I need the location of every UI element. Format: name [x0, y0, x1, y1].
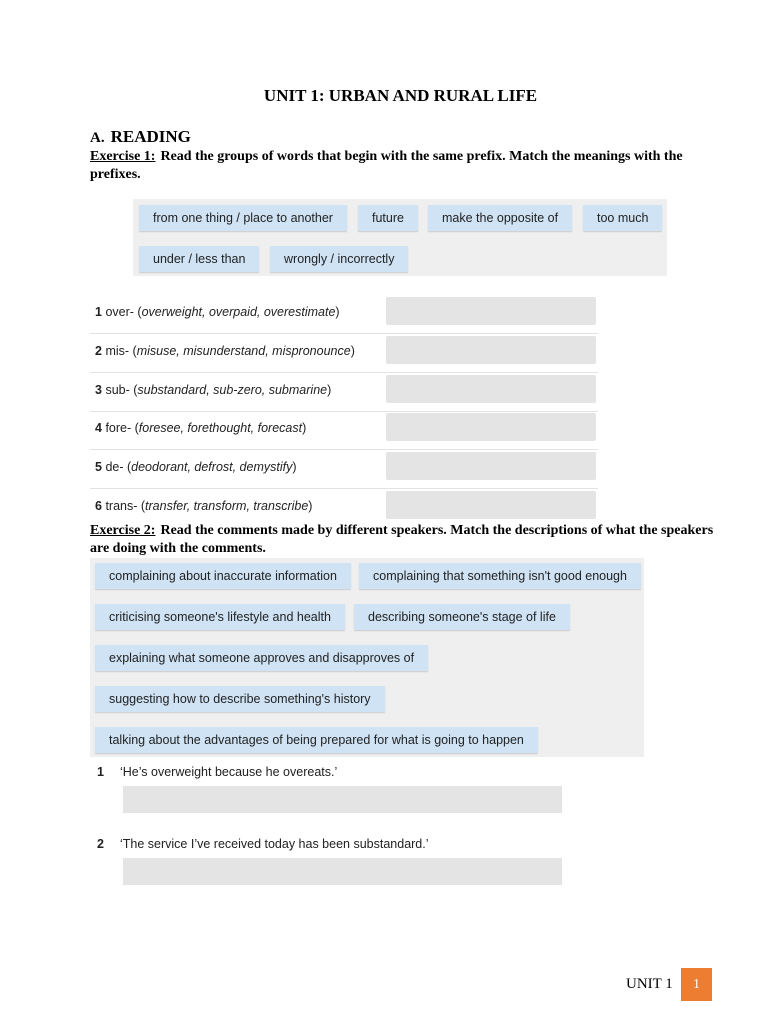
page-title: UNIT 1: URBAN AND RURAL LIFE [263, 86, 538, 105]
question-text: ‘He’s overweight because he overeats.’ [120, 765, 338, 779]
answer-drop-box[interactable] [123, 858, 562, 885]
ex2-option-chip[interactable]: describing someone's stage of life [354, 604, 570, 630]
match-item: 1 over- (overweight, overpaid, overestimate) [95, 305, 340, 319]
section-heading [90, 127, 191, 147]
exercise2-label: Exercise 2: [90, 523, 156, 538]
answer-drop-box[interactable] [386, 413, 596, 441]
question-item [97, 765, 337, 779]
exercise2-instruction: Read the comments made by different speakers. Match the descriptions of what the speakers are doing with the comments. [90, 523, 714, 556]
ex1-option-chip[interactable]: too much [583, 205, 662, 231]
question-text: ‘The service I’ve received today has been substandard.’ [120, 837, 429, 851]
item-prefix: mis- [105, 344, 130, 358]
ex2-option-chip[interactable]: talking about the advantages of being prepared for what is going to happen [95, 727, 538, 753]
item-prefix: over- [105, 305, 134, 319]
section-title: READING [110, 127, 191, 146]
match-item: 4 fore- (foresee, forethought, forecast) [95, 421, 307, 435]
item-examples: transfer, transform, transcribe [145, 499, 309, 513]
exercise2-word-bank [90, 558, 644, 757]
item-examples: foresee, forethought, forecast [138, 421, 303, 435]
exercise1-heading [90, 148, 715, 184]
answer-drop-box[interactable] [386, 375, 596, 403]
item-number: 1 [95, 305, 102, 319]
ex2-option-chip[interactable]: criticising someone's lifestyle and health [95, 604, 345, 630]
question-number: 2 [97, 837, 104, 851]
item-examples: deodorant, defrost, demystify [131, 460, 293, 474]
item-number: 3 [95, 383, 102, 397]
ex2-option-chip[interactable]: suggesting how to describe something's history [95, 686, 385, 712]
item-examples: substandard, sub-zero, submarine [137, 383, 328, 397]
match-row [90, 373, 598, 412]
ex2-option-chip[interactable]: explaining what someone approves and disapproves of [95, 645, 428, 671]
item-number: 5 [95, 460, 102, 474]
item-number: 4 [95, 421, 102, 435]
match-row [90, 295, 598, 334]
page-number-badge: 1 [681, 968, 712, 1001]
match-item: 5 de- (deodorant, defrost, demystify) [95, 460, 297, 474]
item-prefix: trans- [105, 499, 138, 513]
answer-drop-box[interactable] [386, 491, 596, 519]
ex1-option-chip[interactable]: make the opposite of [428, 205, 572, 231]
item-prefix: sub- [105, 383, 130, 397]
question-number: 1 [97, 765, 104, 779]
exercise2-heading [90, 522, 715, 558]
item-number: 2 [95, 344, 102, 358]
match-row [90, 411, 598, 450]
answer-drop-box[interactable] [386, 297, 596, 325]
answer-drop-box[interactable] [123, 786, 562, 813]
item-number: 6 [95, 499, 102, 513]
question-item [97, 837, 429, 851]
match-row [90, 334, 598, 373]
ex2-option-chip[interactable]: complaining about inaccurate information [95, 563, 351, 589]
section-letter: A. [90, 130, 105, 146]
ex1-option-chip[interactable]: under / less than [139, 246, 259, 272]
exercise1-label: Exercise 1: [90, 149, 156, 164]
exercise1-instruction: Read the groups of words that begin with the same prefix. Match the meanings with the prefixes. [90, 149, 683, 182]
ex1-option-chip[interactable]: from one thing / place to another [139, 205, 347, 231]
match-item: 3 sub- (substandard, sub-zero, submarine) [95, 383, 332, 397]
ex2-option-chip[interactable]: complaining that something isn't good enough [359, 563, 641, 589]
item-prefix: fore- [105, 421, 132, 435]
answer-drop-box[interactable] [386, 336, 596, 364]
exercise1-word-bank [133, 199, 667, 276]
item-examples: overweight, overpaid, overestimate [141, 305, 336, 319]
match-item: 6 trans- (transfer, transform, transcribe) [95, 499, 313, 513]
match-item: 2 mis- (misuse, misunderstand, mispronounce) [95, 344, 355, 358]
match-row [90, 450, 598, 489]
answer-drop-box[interactable] [386, 452, 596, 480]
item-prefix: de- [105, 460, 124, 474]
ex1-option-chip[interactable]: future [358, 205, 418, 231]
item-examples: misuse, misunderstand, mispronounce [136, 344, 351, 358]
footer-unit-label: UNIT 1 [626, 976, 673, 992]
ex1-option-chip[interactable]: wrongly / incorrectly [270, 246, 408, 272]
